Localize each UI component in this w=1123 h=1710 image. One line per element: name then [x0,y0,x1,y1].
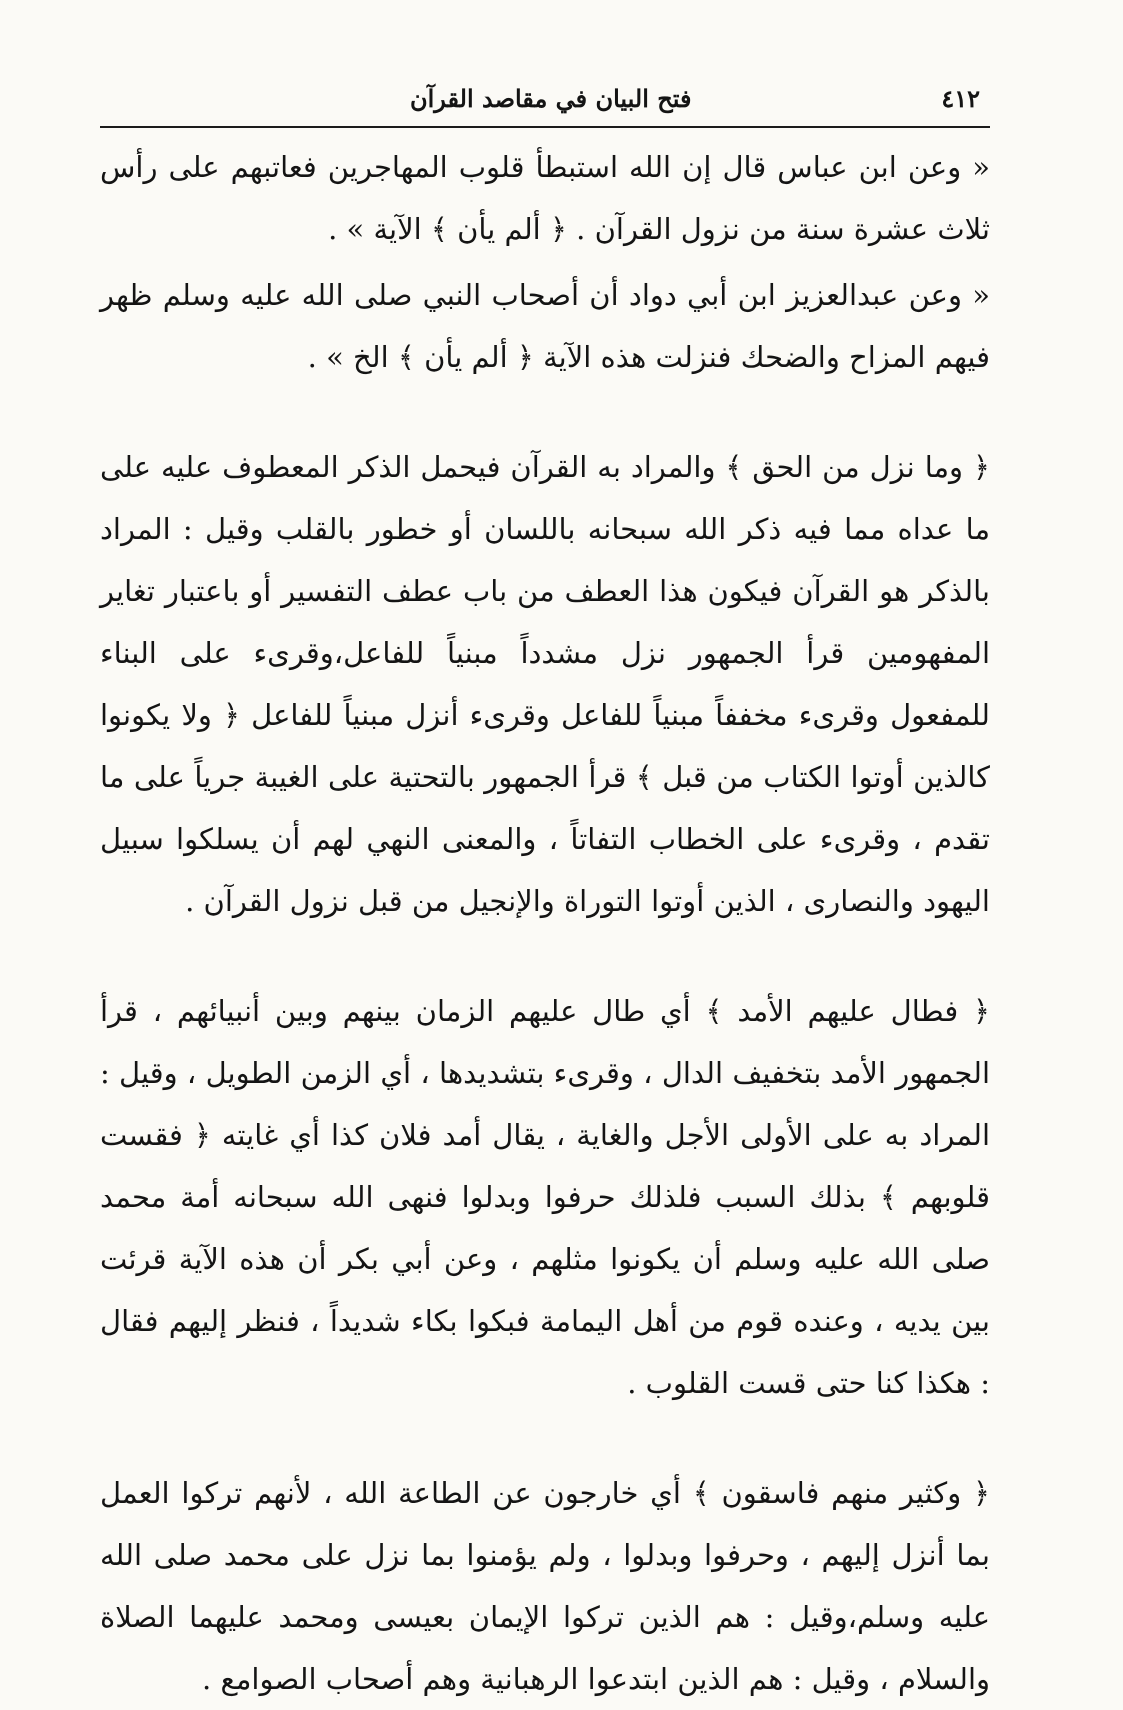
page [100,84,990,1710]
running-title: فتح البيان في مقاصد القرآن [410,84,692,113]
paragraph-5: ﴿ وكثير منهم فاسقون ﴾ أي خارجون عن الطاعة الله ، لأنهم تركوا العمل بما أنزل إليهم ، وحرفوا وبدلوا ، ولم يؤمنوا بما نزل على محمد صلى الله عليه وسلم،وقيل : هم الذين تركوا الإيمان بعيسى ومحمد عليهما الصلاة والسلام ، وقيل : هم الذين ابتدعوا الرهبانية وهم أصحاب الصوامع . [100,1476,990,1696]
paragraph-3: ﴿ وما نزل من الحق ﴾ والمراد به القرآن فيحمل الذكر المعطوف عليه على ما عداه مما فيه ذكر الله سبحانه باللسان أو خطور بالقلب وقيل : المراد بالذكر هو القرآن فيكون هذا العطف من باب عطف التفسير أو باعتبار تغاير المفهومين قرأ الجمهور نزل مشدداً مبنياً للفاعل،وقرىء على البناء للمفعول وقرىء مخففاً مبنياً للفاعل وقرىء أنزل مبنياً للفاعل ﴿ ولا يكونوا كالذين أوتوا الكتاب من قبل ﴾ قرأ الجمهور بالتحتية على الغيبة جرياً على ما تقدم ، وقرىء على الخطاب التفاتاً ، والمعنى النهي لهم أن يسلكوا سبيل اليهود والنصارى ، الذين أوتوا التوراة والإنجيل من قبل نزول القرآن . [100,450,990,918]
page-number: ٤١٢ [941,84,980,113]
page-header [100,84,990,120]
paragraph-2: « وعن عبدالعزيز ابن أبي دواد أن أصحاب النبي صلى الله عليه وسلم ظهر فيهم المزاح والضحك فنزلت هذه الآية ﴿ ألم يأن ﴾ الخ » . [100,278,990,374]
paragraph-4: ﴿ فطال عليهم الأمد ﴾ أي طال عليهم الزمان بينهم وبين أنبيائهم ، قرأ الجمهور الأمد بتخفيف الدال ، وقرىء بتشديدها ، أي الزمن الطويل ، وقيل : المراد به على الأولى الأجل والغاية ، يقال أمد فلان كذا أي غايته ﴿ فقست قلوبهم ﴾ بذلك السبب فلذلك حرفوا وبدلوا فنهى الله سبحانه أمة محمد صلى الله عليه وسلم أن يكونوا مثلهم ، وعن أبي بكر أن هذه الآية قرئت بين يديه ، وعنده قوم من أهل اليمامة فبكوا بكاء شديداً ، فنظر إليهم فقال : هكذا كنا حتى قست القلوب . [100,994,990,1400]
header-divider [100,126,990,128]
paragraph-1: « وعن ابن عباس قال إن الله استبطأ قلوب المهاجرين فعاتبهم على رأس ثلاث عشرة سنة من نزول القرآن . ﴿ ألم يأن ﴾ الآية » . [100,150,990,246]
